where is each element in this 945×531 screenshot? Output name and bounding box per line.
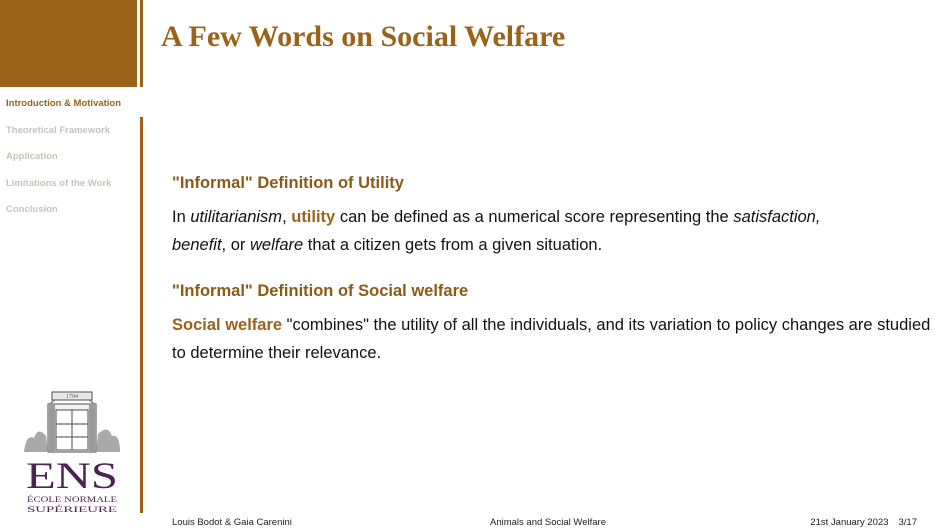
nav-item-introduction[interactable]: Introduction & Motivation — [6, 98, 122, 109]
sidebar-nav — [6, 97, 121, 230]
term-welfare: welfare — [249, 236, 304, 254]
text-run: "combines" the utility of all the individuals, and its variation to policy changes are studied to determine their relevance. — [172, 316, 931, 362]
footer-authors: Louis Bodot & Gaia Carenini — [172, 517, 292, 528]
slide-title: A Few Words on Social Welfare — [161, 20, 566, 53]
term-social-welfare: Social welfare — [172, 316, 283, 334]
ens-logo — [22, 380, 122, 515]
sidebar-divider-bottom — [140, 117, 143, 513]
nav-item-conclusion[interactable]: Conclusion — [6, 204, 58, 215]
term-benefit: benefit — [172, 236, 222, 254]
term-utilitarianism: utilitarianism — [190, 208, 283, 226]
text-run: that a citizen gets from a given situation. — [303, 236, 603, 254]
social-welfare-definition-title: "Informal" Definition of Social welfare — [172, 282, 469, 300]
nav-item-theoretical-framework[interactable]: Theoretical Framework — [6, 124, 111, 136]
slide-content — [172, 174, 932, 390]
sidebar-divider-top — [140, 0, 143, 87]
header-color-block — [0, 0, 137, 87]
text-run: can be defined as a numerical score representing the — [335, 208, 734, 226]
utility-definition-text — [172, 203, 932, 259]
nav-item-application[interactable]: Application — [6, 151, 58, 162]
utility-definition-title: "Informal" Definition of Utility — [172, 174, 404, 192]
footer-title: Animals and Social Welfare — [490, 517, 606, 528]
nav-item-limitations[interactable]: Limitations of the Work — [6, 177, 112, 189]
text-run: , — [282, 208, 292, 226]
footer-page-number: 3/17 — [898, 517, 917, 528]
ens-logo-building — [48, 392, 96, 452]
footer-right — [810, 517, 917, 528]
footer-date: 21st January 2023 — [810, 517, 889, 528]
text-run: In — [172, 208, 191, 226]
social-welfare-definition-text — [172, 311, 932, 367]
ens-logo-name: ENS — [26, 456, 118, 497]
text-run: , or — [221, 236, 250, 254]
term-satisfaction: satisfaction, — [733, 208, 821, 226]
ens-logo-line2: SUPÉRIEURE — [27, 504, 117, 514]
term-utility: utility — [291, 208, 336, 226]
ens-logo-year: 1794 — [66, 394, 78, 400]
ens-logo-line1: ÉCOLE NORMALE — [27, 494, 117, 504]
